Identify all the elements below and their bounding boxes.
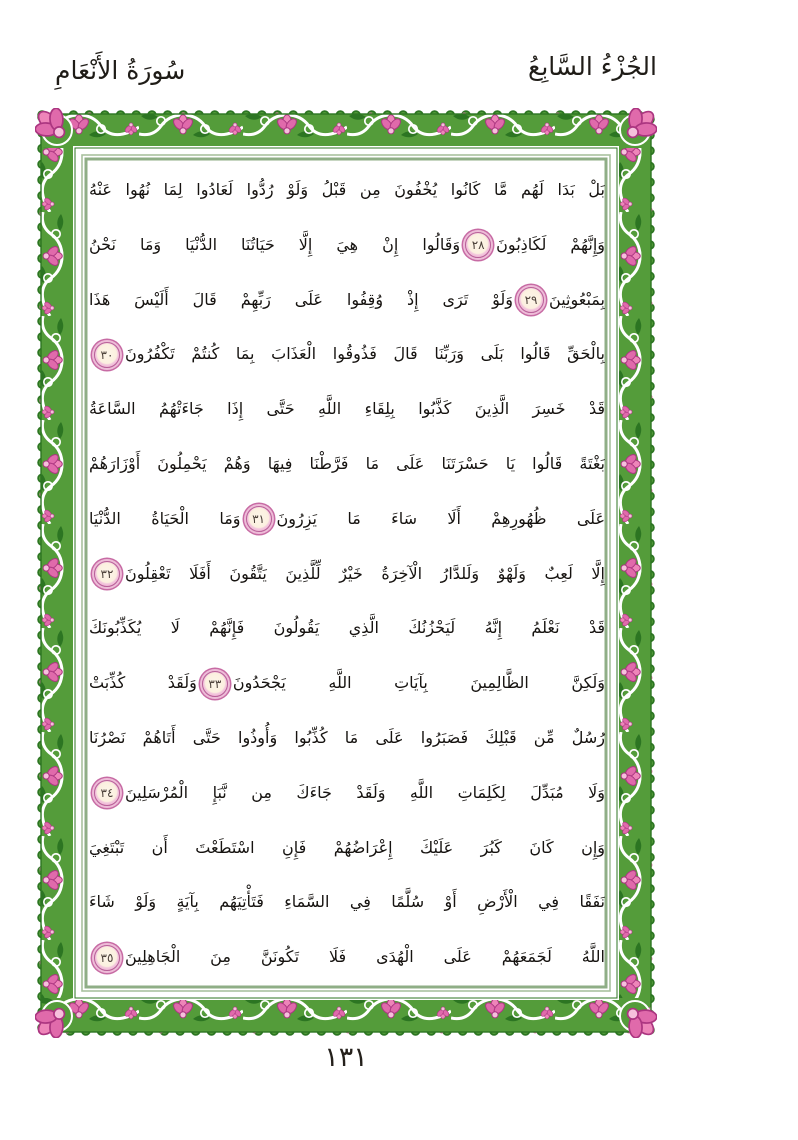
verse-text: اللَّهُ لَجَمَعَهُمْ عَلَى الْهُدَى فَلَا تَكُونَنَّ مِنَ الْجَاهِلِينَ (125, 947, 605, 967)
quran-line (89, 218, 605, 273)
juz-header: الجُزْءُ السَّابِعُ (528, 52, 657, 81)
quran-line (89, 327, 605, 382)
verse-end-marker: ٣١ (246, 506, 272, 532)
quran-line (89, 930, 605, 985)
verse-text: قَدْ خَسِرَ الَّذِينَ كَذَّبُوا بِلِقَاءِ اللَّهِ حَتَّى إِذَا جَاءَتْهُمُ السَّاعَةُ (89, 399, 605, 419)
quran-line (89, 601, 605, 656)
verse-text: بِالْحَقِّ قَالُوا بَلَى وَرَبِّنَا قَالَ فَذُوقُوا الْعَذَابَ بِمَا كُنتُمْ تَكْفُرُونَ (125, 344, 605, 364)
verse-text: عَلَى ظُهُورِهِمْ أَلَا سَاءَ مَا يَزِرُونَ (276, 508, 605, 528)
verse-text: وَلَكِنَّ الظَّالِمِينَ بِآيَاتِ اللَّهِ يَجْحَدُونَ (232, 673, 605, 693)
mushaf-text (89, 163, 605, 985)
verse-text: بِمَبْعُوثِينَ (549, 289, 605, 309)
verse-text: وَقَالُوا إِنْ هِيَ إِلَّا حَيَاتُنَا الدُّنْيَا وَمَا نَحْنُ (89, 234, 461, 254)
quran-line (89, 821, 605, 876)
page-number: ١٣١ (324, 1042, 368, 1073)
verse-text: بَغْتَةً قَالُوا يَا حَسْرَتَنَا عَلَى مَا فَرَّطْنَا فِيهَا وَهُمْ يَحْمِلُونَ أَوْزَارَهُمْ (89, 453, 605, 473)
verse-text: وَمَا الْحَيَاةُ الدُّنْيَا (89, 508, 241, 528)
verse-text: قَدْ نَعْلَمُ إِنَّهُ لَيَحْزُنُكَ الَّذِي يَقُولُونَ فَإِنَّهُمْ لَا يُكَذِّبُونَكَ (89, 618, 605, 638)
verse-end-marker: ٣٤ (94, 780, 120, 806)
quran-line (89, 547, 605, 602)
quran-line (89, 437, 605, 492)
verse-end-marker: ٣٠ (94, 342, 120, 368)
quran-line (89, 656, 605, 711)
quran-line (89, 711, 605, 766)
quran-line (89, 766, 605, 821)
verse-text: وَلَقَدْ كُذِّبَتْ (89, 673, 197, 693)
verse-text: نَفَقًا فِي الْأَرْضِ أَوْ سُلَّمًا فِي السَّمَاءِ فَتَأْتِيَهُم بِآيَةٍ وَلَوْ شَاءَ (89, 892, 605, 912)
quran-line (89, 382, 605, 437)
quran-line (89, 875, 605, 930)
verse-end-marker: ٣٥ (94, 945, 120, 971)
verse-text: رُسُلٌ مِّن قَبْلِكَ فَصَبَرُوا عَلَى مَا كُذِّبُوا وَأُوذُوا حَتَّى أَتَاهُمْ نَصْرُنَا (89, 727, 605, 747)
verse-end-marker: ٣٢ (94, 561, 120, 587)
surah-header: سُورَةُ الأَنْعَامِ (55, 56, 186, 85)
verse-end-marker: ٣٣ (202, 671, 228, 697)
verse-text: وَلَوْ تَرَى إِذْ وُقِفُوا عَلَى رَبِّهِمْ قَالَ أَلَيْسَ هَذَا (89, 289, 514, 309)
verse-text: وَإِنَّهُمْ لَكَاذِبُونَ (496, 234, 605, 254)
verse-text: إِلَّا لَعِبٌ وَلَهْوٌ وَلَلدَّارُ الْآخِرَةُ خَيْرٌ لِّلَّذِينَ يَتَّقُونَ أَفَلَا تَعْقِلُونَ (125, 563, 605, 583)
quran-line (89, 273, 605, 328)
quran-line (89, 492, 605, 547)
verse-text: وَإِن كَانَ كَبُرَ عَلَيْكَ إِعْرَاضُهُمْ فَإِنِ اسْتَطَعْتَ أَن تَبْتَغِيَ (89, 837, 605, 857)
verse-text: بَلْ بَدَا لَهُم مَّا كَانُوا يُخْفُونَ مِن قَبْلُ وَلَوْ رُدُّوا لَعَادُوا لِمَا نُهُوا عَنْهُ (89, 180, 605, 199)
verse-end-marker: ٢٨ (465, 232, 491, 258)
quran-line (89, 163, 605, 218)
verse-end-marker: ٢٩ (518, 287, 544, 313)
verse-text: وَلَا مُبَدِّلَ لِكَلِمَاتِ اللَّهِ وَلَقَدْ جَاءَكَ مِن نَّبَإِ الْمُرْسَلِينَ (125, 782, 605, 802)
